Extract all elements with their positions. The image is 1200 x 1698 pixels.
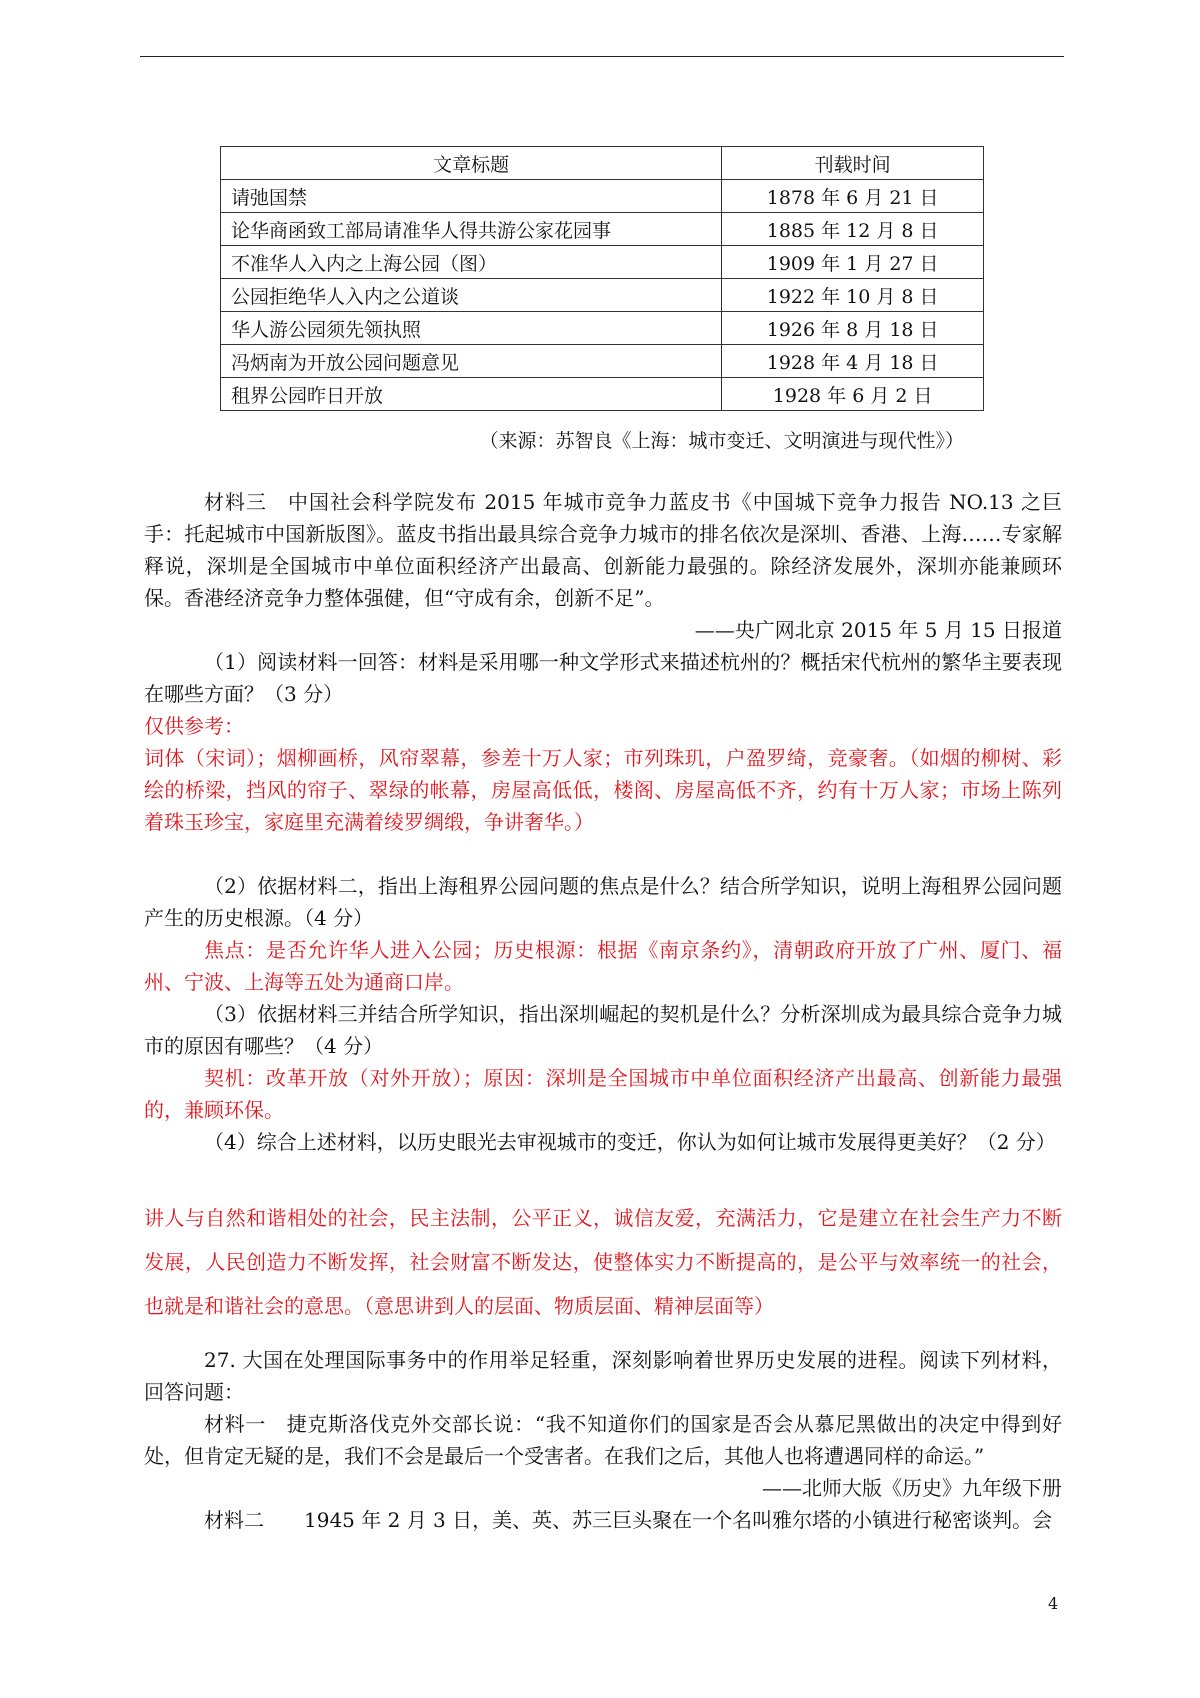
question-27 [144,1344,1062,1536]
question-27-material-two: 材料二 1945 年 2 月 3 日，美、英、苏三巨头聚在一个名叫雅尔塔的小镇进行秘密谈判。会 [204,1508,1053,1532]
article-title: 租界公园昨日开放 [221,378,722,411]
header-rule [140,56,1064,57]
article-title: 公园拒绝华人入内之公道谈 [221,279,722,312]
article-title: 不准华人入内之上海公园（图） [221,246,722,279]
table-row [221,378,984,411]
article-date: 1909 年 1 月 27 日 [722,246,984,279]
material-three [144,486,1062,646]
material-three-source: ——央广网北京 2015 年 5 月 15 日报道 [694,618,1062,642]
material-three-text: 材料三 中国社会科学院发布 2015 年城市竞争力蓝皮书《中国城下竞争力报告 NO.13 之巨手：托起城市中国新版图》。蓝皮书指出最具综合竞争力城市的排名依次是深圳、香港、上海……专家解释说，深圳是全国城市中单位面积经济产出最高、创新能力最强的。除经济发展外，深圳亦能兼顾环保。香港经济竞争力整体强健，但“守成有余，创新不足”。 [144,490,1062,610]
question-2-answer: 焦点：是否允许华人进入公园；历史根源：根据《南京条约》，清朝政府开放了广州、厦门、福州、宁波、上海等五处为通商口岸。 [144,938,1062,994]
article-date: 1928 年 6 月 2 日 [722,378,984,411]
article-table [220,146,984,411]
table-row [221,312,984,345]
question-4-text: （4）综合上述材料，以历史眼光去审视城市的变迁，你认为如何让城市发展得更美好？（2 分） [204,1130,1056,1154]
page-number: 4 [1048,1594,1059,1613]
question-4-answer: 讲人与自然和谐相处的社会，民主法制，公平正义，诚信友爱，充满活力，它是建立在社会生产力不断发展，人民创造力不断发挥，社会财富不断发达，使整体实力不断提高的，是公平与效率统一的社会，也就是和谐社会的意思。（意思讲到人的层面、物质层面、精神层面等） [144,1206,1062,1318]
article-title: 华人游公园须先领执照 [221,312,722,345]
table-header-row [221,147,984,180]
question-3 [144,998,1062,1126]
question-1-text: （1）阅读材料一回答：材料是采用哪一种文学形式来描述杭州的？概括宋代杭州的繁华主要表现在哪些方面？（3 分） [144,650,1062,706]
article-title: 冯炳南为开放公园问题意见 [221,345,722,378]
article-date: 1926 年 8 月 18 日 [722,312,984,345]
table-source: （来源：苏智良《上海：城市变迁、文明演进与现代性》） [479,430,964,452]
article-title: 论华商函致工部局请准华人得共游公家花园事 [221,213,722,246]
question-2-text: （2）依据材料二，指出上海租界公园问题的焦点是什么？结合所学知识，说明上海租界公园问题产生的历史根源。（4 分） [144,874,1062,930]
question-1 [144,646,1062,838]
reference-label: 仅供参考： [144,714,244,738]
table-row [221,279,984,312]
table-row [221,345,984,378]
question-3-text: （3）依据材料三并结合所学知识，指出深圳崛起的契机是什么？分析深圳成为最具综合竞争力城市的原因有哪些？（4 分） [144,1002,1062,1058]
question-27-material-one-source: ——北师大版《历史》九年级下册 [762,1476,1062,1500]
header-title: 文章标题 [221,147,722,180]
header-date: 刊载时间 [722,147,984,180]
question-27-intro: 27. 大国在处理国际事务中的作用举足轻重，深刻影响着世界历史发展的进程。阅读下列材料，回答问题： [144,1348,1062,1404]
question-3-answer: 契机：改革开放（对外开放）；原因：深圳是全国城市中单位面积经济产出最高、创新能力最强的，兼顾环保。 [144,1066,1062,1122]
article-date: 1922 年 10 月 8 日 [722,279,984,312]
table-row [221,180,984,213]
question-4 [144,1126,1062,1158]
article-title: 请弛国禁 [221,180,722,213]
article-date: 1885 年 12 月 8 日 [722,213,984,246]
table-row [221,246,984,279]
table-row [221,213,984,246]
article-date: 1928 年 4 月 18 日 [722,345,984,378]
article-date: 1878 年 6 月 21 日 [722,180,984,213]
question-1-answer: 词体（宋词）；烟柳画桥，风帘翠幕，参差十万人家；市列珠玑，户盈罗绮，竞豪奢。（如烟的柳树、彩绘的桥梁，挡风的帘子、翠绿的帐幕，房屋高低低，楼阁、房屋高低不齐，约有十万人家；市场上陈列着珠玉珍宝，家庭里充满着绫罗绸缎，争讲奢华。） [144,746,1062,834]
question-27-material-one: 材料一 捷克斯洛伐克外交部长说：“我不知道你们的国家是否会从慕尼黑做出的决定中得到好处，但肯定无疑的是，我们不会是最后一个受害者。在我们之后，其他人也将遭遇同样的命运。” [144,1412,1062,1468]
question-2 [144,870,1062,998]
